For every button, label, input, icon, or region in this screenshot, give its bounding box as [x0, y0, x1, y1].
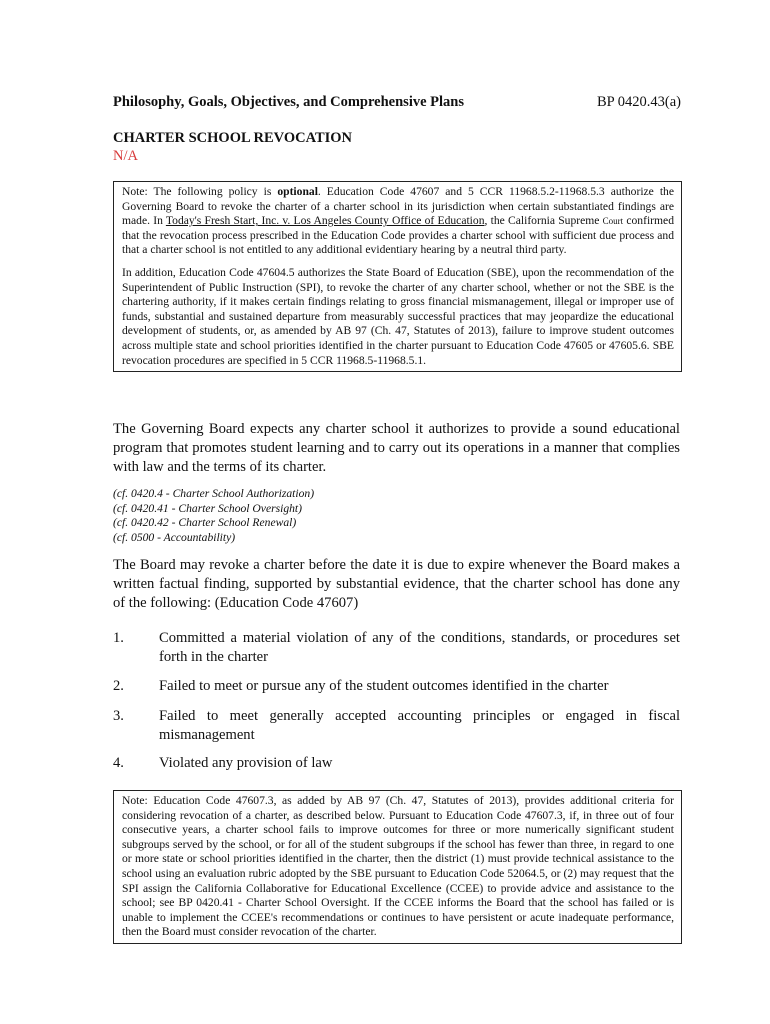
cross-reference: (cf. 0500 - Accountability) [113, 530, 236, 544]
list-item [113, 677, 680, 696]
list-item [113, 754, 680, 773]
policy-paragraph-1: The Governing Board expects any charter school it authorizes to provide a sound educational program that promotes student learning and to carry out its operations in a manner that complies with law and the terms of its charter. [113, 421, 680, 475]
optional-emphasis: optional [277, 185, 318, 198]
list-text: Committed a material violation of any of the conditions, standards, or procedures set forth in the charter [159, 630, 680, 665]
list-number: 1. [113, 630, 124, 646]
note-paragraph-2: In addition, Education Code 47604.5 authorizes the State Board of Education (SBE), upon the recommendation of the Superintendent of Public Instruction (SPI), to revoke the charter of any charter school, whether or not the SBE is the chartering authority, if it makes certain findings relating to gross financial mismanagement, illegal or improper use of funds, substantial and sustained departure from measurably successful practices that may jeopardize the educational development of students, or, as amended by AB 97 (Ch. 47, Statutes of 2013), failure to improve student outcomes across multiple state and school priorities identified in the charter pursuant to Education Code 47605 or 47605.6. SBE revocation procedures are specified in 5 CCR 11968.5-11968.5.1. [122, 265, 674, 367]
policy-code: BP 0420.43(a) [596, 94, 681, 110]
list-text: Failed to meet generally accepted accounting principles or engaged in fiscal mismanagement [159, 708, 680, 743]
note-paragraph: Note: Education Code 47607.3, as added by AB 97 (Ch. 47, Statutes of 2013), provides additional criteria for considering revocation of a charter, as described below. Pursuant to Education Code 47607.3, if, in three out of four consecutive years, a charter school fails to improve outcomes for three or more numerically significant student subgroups served by the school, or for all of the student subgroups if the school has fewer than three, in regard to one or more state or school priorities identified in the charter, then the district (1) must provide technical assistance to the school using an evaluation rubric adopted by the SBE pursuant to Education Code 52064.5, or (2) may request that the SPI assign the California Collaborative for Educational Excellence (CCEE) to provide advice and assistance to the school; see BP 0420.41 - Charter School Oversight. If the CCEE informs the Board that the school has failed or is unable to implement the CCEE's recommendations or continues to have persistent or acute inadequate performance, then the Board must consider revocation of the charter. [122, 794, 674, 939]
list-number: 3. [113, 708, 124, 724]
note-paragraph-1: Note: The following policy is optional. Education Code 47607 and 5 CCR 11968.5.2-11968.5.3 authorize the Governing Board to revoke the charter of a charter school in its jurisdiction when certain substantiated findings are made. In Today's Fresh Start, Inc. v. Los Angeles County Office of Education, the California Supreme Court confirmed that the revocation process prescribed in the Education Code provides a charter school with sufficient due process and that a charter school is not entitled to any additional evidentiary hearing by a neutral third party. [122, 185, 674, 257]
list-item [113, 629, 680, 666]
court-word: Court [602, 216, 624, 227]
list-number: 2. [113, 678, 124, 694]
list-number: 4. [113, 755, 124, 771]
optional-policy-note [113, 181, 682, 372]
document-status: N/A [113, 148, 138, 164]
cross-reference: (cf. 0420.41 - Charter School Oversight) [113, 501, 303, 515]
cross-references [113, 487, 314, 545]
list-item [113, 707, 680, 744]
cross-reference: (cf. 0420.4 - Charter School Authorization) [113, 487, 315, 500]
document-title: CHARTER SCHOOL REVOCATION [113, 130, 353, 146]
additional-criteria-note [113, 790, 682, 944]
case-citation: Today's Fresh Start, Inc. v. Los Angeles County Office of Education [165, 214, 485, 228]
policy-paragraph-2: The Board may revoke a charter before the date it is due to expire whenever the Board makes a written factual finding, supported by substantial evidence, that the charter school has done any of the following: (Education Code 47607) [113, 557, 680, 611]
page-header [113, 94, 681, 111]
list-text: Violated any provision of law [159, 755, 333, 771]
section-title: Philosophy, Goals, Objectives, and Comprehensive Plans [113, 94, 464, 110]
cross-reference: (cf. 0420.42 - Charter School Renewal) [113, 516, 297, 530]
list-text: Failed to meet or pursue any of the student outcomes identified in the charter [159, 678, 609, 694]
